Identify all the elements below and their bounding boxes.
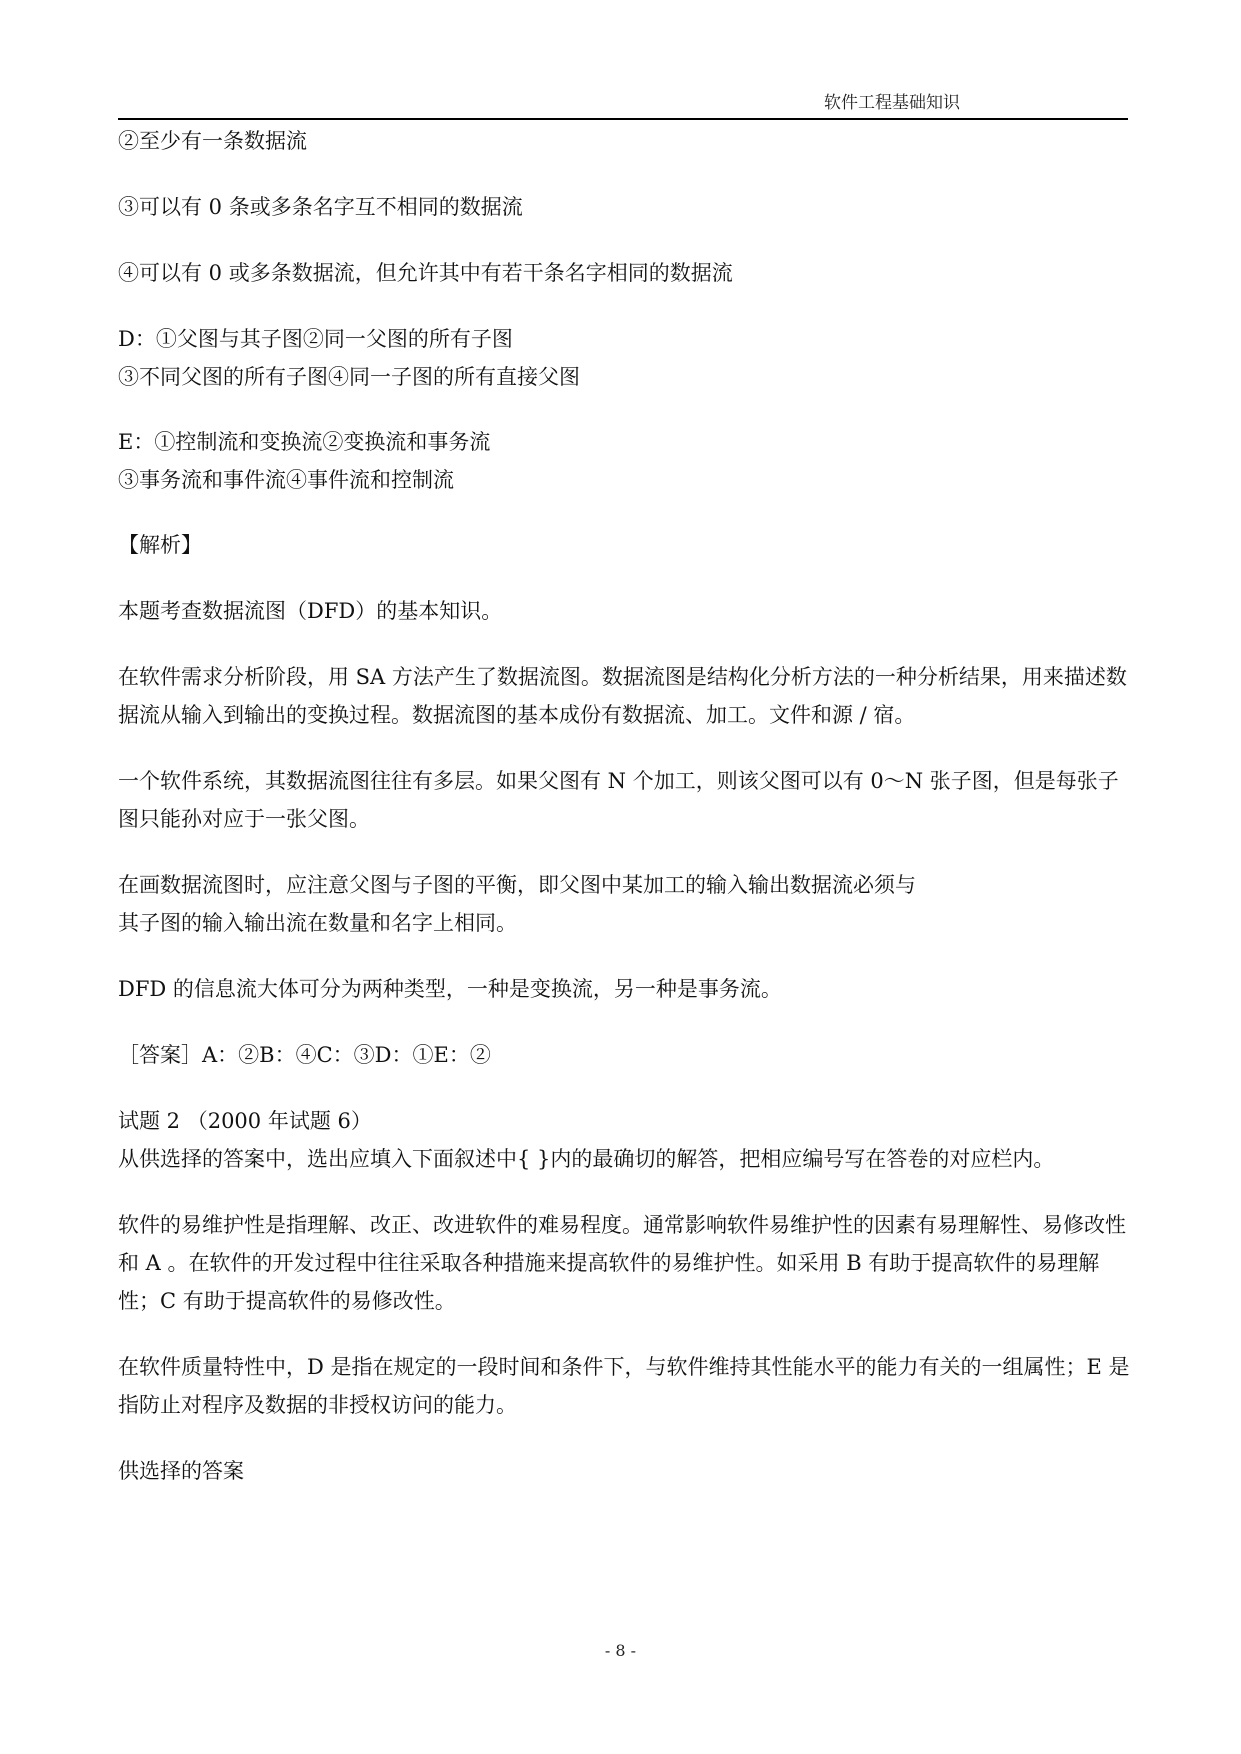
option-c-4: ④可以有 0 或多条数据流，但允许其中有若干条名字相同的数据流 <box>118 261 733 285</box>
option-e-line2: ③事务流和事件流④事件流和控制流 <box>118 468 454 492</box>
question-2-instruction: 从供选择的答案中，选出应填入下面叙述中{ }内的最确切的解答，把相应编号写在答卷的对应栏内。 <box>118 1147 1055 1171</box>
option-c-2: ②至少有一条数据流 <box>118 129 307 153</box>
analysis-para-balance-line1: 在画数据流图时，应注意父图与子图的平衡，即父图中某加工的输入输出数据流必须与 <box>118 873 916 897</box>
analysis-intro: 本题考查数据流图（DFD）的基本知识。 <box>118 599 503 623</box>
analysis-heading: 【解析】 <box>118 533 202 557</box>
document-body <box>118 122 1133 1490</box>
options-heading: 供选择的答案 <box>118 1459 244 1483</box>
analysis-para-sa: 在软件需求分析阶段，用 SA 方法产生了数据流图。数据流图是结构化分析方法的一种分析结果，用来描述数据流从输入到输出的变换过程。数据流图的基本成份有数据流、加工。文件和源 / 宿。 <box>118 665 1127 727</box>
analysis-para-dfd-types: DFD 的信息流大体可分为两种类型，一种是变换流，另一种是事务流。 <box>118 977 782 1001</box>
page-number: - 8 - <box>604 1641 637 1660</box>
question-2-title: 试题 2 （2000 年试题 6） <box>118 1109 372 1133</box>
question-2-para-quality: 在软件质量特性中，D 是指在规定的一段时间和条件下，与软件维持其性能水平的能力有关的一组属性；E 是指防止对程序及数据的非授权访问的能力。 <box>118 1355 1130 1417</box>
option-c-3: ③可以有 0 条或多条名字互不相同的数据流 <box>118 195 523 219</box>
option-d-line2: ③不同父图的所有子图④同一子图的所有直接父图 <box>118 365 580 389</box>
answer-line: ［答案］A：②B：④C：③D：①E：② <box>118 1043 491 1067</box>
analysis-para-layers: 一个软件系统，其数据流图往往有多层。如果父图有 N 个加工，则该父图可以有 0～N 张子图，但是每张子图只能孙对应于一张父图。 <box>118 769 1119 831</box>
analysis-para-balance-line2: 其子图的输入输出流在数量和名字上相同。 <box>118 911 517 935</box>
option-e-line1: E：①控制流和变换流②变换流和事务流 <box>118 430 491 454</box>
option-d-line1: D：①父图与其子图②同一父图的所有子图 <box>118 327 513 351</box>
header-title: 软件工程基础知识 <box>824 93 960 113</box>
question-2-para-maintainability: 软件的易维护性是指理解、改正、改进软件的难易程度。通常影响软件易维护性的因素有易理解性、易修改性和 A 。在软件的开发过程中往往采取各种措施来提高软件的易维护性。如采用 B 有助于提高软件的易理解性；C 有助于提高软件的易修改性。 <box>118 1213 1126 1313</box>
page-header <box>118 88 1128 120</box>
